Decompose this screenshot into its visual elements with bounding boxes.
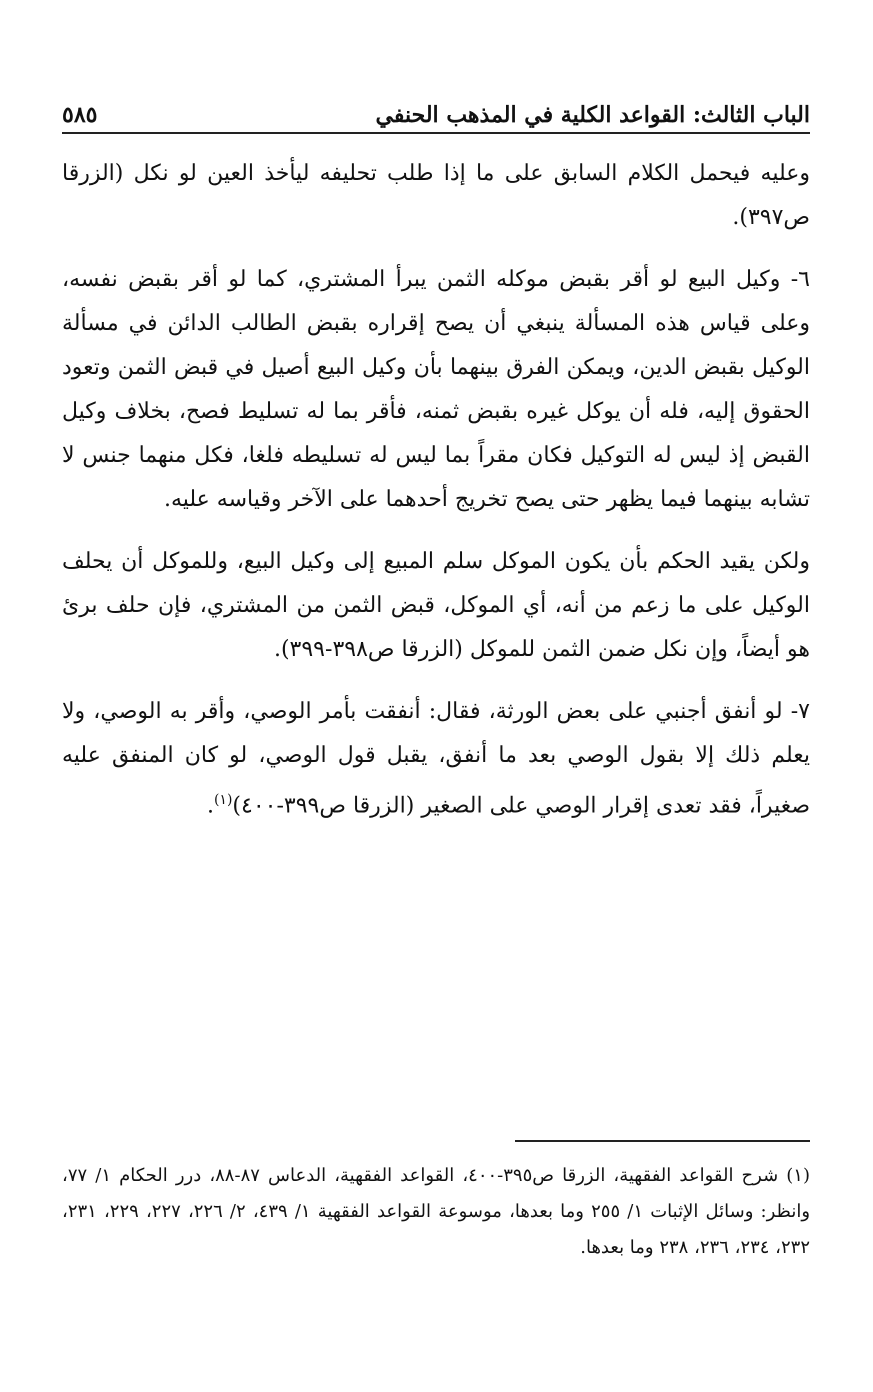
page-header <box>62 92 810 134</box>
paragraph-1: وعليه فيحمل الكلام السابق على ما إذا طلب تحليفه ليأخذ العين لو نكل (الزرقا ص٣٩٧). <box>62 161 810 230</box>
footnote-1: (١) شرح القواعد الفقهية، الزرقا ص٣٩٥-٤٠٠، القواعد الفقهية، الدعاس ٨٧-٨٨، درر الحكام ١/ ٧٧، وانظر: وسائل الإثبات ١/ ٢٥٥ وما بعدها، موسوعة القواعد الفقهية ١/ ٤٣٩، ٢/ ٢٢٦، ٢٢٧، ٢٢٩، ٢٣١، ٢٣٢، ٢٣٤، ٢٣٦، ٢٣٨ وما بعدها. <box>62 1165 811 1258</box>
paragraph-4-text: ٧- لو أنفق أجنبي على بعض الورثة، فقال: أنفقت بأمر الوصي، وأقر به الوصي، ولا يعلم ذلك إلا بقول الوصي بعد ما أنفق، يقبل قول الوصي، لو كان المنفق عليه صغيراً، فقد تعدى إقرار الوصي على الصغير (الزرقا ص٣٩٩-٤٠٠) <box>62 699 810 819</box>
paragraph-2: ٦- وكيل البيع لو أقر بقبض موكله الثمن يبرأ المشتري، كما لو أقر بقبض نفسه، وعلى قياس هذه المسألة ينبغي أن يصح إقراره بقبض الطالب الدائن في مسألة الوكيل بقبض الدين، ويمكن الفرق بينهما بأن وكيل البيع أصيل في قبض الثمن وتعود الحقوق إليه، فله أن يوكل غيره بقبض ثمنه، فأقر بما له تسليط فصح، بخلاف وكيل القبض إذ ليس له التوكيل فكان مقراً بما ليس له تسليطه فلغا، فكل منهما جنس لا تشابه بينهما فيما يظهر حتى يصح تخريج أحدهما على الآخر وقياسه عليه. <box>62 267 810 512</box>
paragraph-4-end: . <box>206 793 214 819</box>
paragraph-4 <box>62 690 810 828</box>
footnote-separator <box>515 1140 810 1142</box>
running-title: الباب الثالث: القواعد الكلية في المذهب الحنفي <box>375 102 810 128</box>
page-number: ٥٨٥ <box>62 102 98 128</box>
footnotes-section <box>62 1158 810 1266</box>
main-text <box>62 152 810 846</box>
paragraph-3: ولكن يقيد الحكم بأن يكون الموكل سلم المبيع إلى وكيل البيع، وللموكل أن يحلف الوكيل على ما زعم من أنه، أي الموكل، قبض الثمن من المشتري، فإن حلف برئ هو أيضاً، وإن نكل ضمن الثمن للموكل (الزرقا ص٣٩٨-٣٩٩). <box>62 549 810 662</box>
footnote-reference[interactable]: (١) <box>213 792 233 808</box>
